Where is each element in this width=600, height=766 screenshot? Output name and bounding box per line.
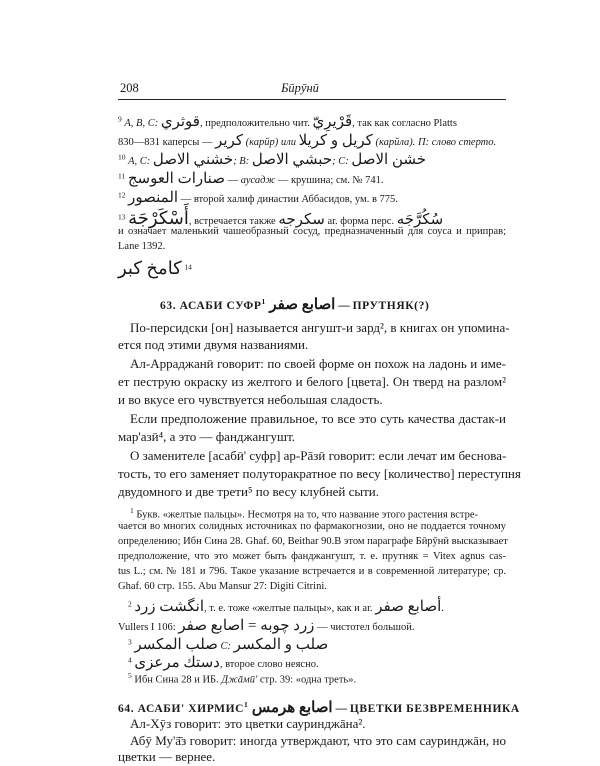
running-title: Бӣрӯнӣ bbox=[281, 81, 319, 95]
footnote-9-number: 9 bbox=[118, 114, 122, 124]
footnote-9-line-1 bbox=[118, 112, 457, 131]
entry-63-fn2-arabic-1: انگشت زرد bbox=[134, 599, 205, 615]
entry-63-fn2-line-1 bbox=[128, 597, 444, 616]
footnote-12-text: — второй халиф династии Аббасидов, ум. в 775. bbox=[180, 194, 398, 205]
entry-63-fn1-text-1: Букв. «желтые пальцы». Несмотря на то, что название этого растения встре- bbox=[136, 509, 479, 521]
footnote-10-arabic-1: خشني الاصل bbox=[152, 152, 234, 168]
entry-63-p4-line-1: О заменителе [асабӣ' суфр] ар-Рāзӣ говорит: если лечат им беснова- bbox=[130, 448, 507, 463]
footnote-10 bbox=[118, 150, 426, 169]
entry-63-fn1-number: 1 bbox=[130, 506, 134, 515]
entry-63-fn3-number: 3 bbox=[128, 637, 132, 647]
entry-63-p3-line-1: Если предположение правильное, то все это суть качества дастак-и bbox=[130, 411, 506, 426]
entry-63-fn2-end: . bbox=[441, 603, 444, 614]
entry-63-fn2-number: 2 bbox=[128, 599, 132, 609]
footnote-10-arabic-2: حبشي الاصل bbox=[251, 152, 333, 168]
footnote-11-term: аусадж bbox=[240, 175, 276, 186]
footnote-13-text-2: ar. форма перс. bbox=[327, 216, 395, 227]
footnote-10-src-2: ; В: bbox=[233, 156, 250, 167]
entry-63-fn5-number: 5 bbox=[128, 671, 132, 680]
entry-63-fn1-line-5: tus L.; см. № 181 и 796. Такое указание встречается и в современной литературе; ср. bbox=[118, 566, 506, 577]
entry-63-fn2-text: , т. е. тоже «желтые пальцы», как и ar. bbox=[204, 603, 373, 614]
entry-64-heading-footnote-ref: 1 bbox=[244, 700, 249, 710]
footnote-11-dash: — bbox=[227, 175, 239, 186]
entry-63-p1-line-1: По-персидски [он] называется ангушт-и зард², в книгах он упомина- bbox=[130, 320, 510, 335]
entry-63-heading bbox=[160, 295, 429, 314]
footnote-10-src-3: ; С: bbox=[332, 156, 349, 167]
footnote-9-line-2 bbox=[118, 131, 496, 150]
footnote-9-arabic-2: قَرْيرِيّ bbox=[312, 114, 353, 130]
entry-63-fn1-line-3: определению; Ибн Сина 28. Ghaf. 60, Beithar 90.В этом параграфе Бӣрӯнӣ высказывает bbox=[118, 536, 508, 547]
entry-64-heading bbox=[118, 698, 520, 717]
entry-63-arabic: اصابع صفر bbox=[269, 297, 336, 313]
footnote-10-src-1: А, С: bbox=[128, 156, 151, 167]
entry-63-fn3-arabic-2: صلب و المكسر bbox=[233, 637, 329, 653]
entry-64-number: 64. bbox=[118, 703, 135, 715]
page-number: 208 bbox=[120, 81, 139, 95]
entry-63-fn4 bbox=[128, 653, 319, 672]
entry-63-fn4-number: 4 bbox=[128, 655, 132, 665]
entry-63-fn2-arabic-2: أصابع صفر bbox=[375, 599, 442, 615]
entry-63-fn2-arabic-3: زرد چوبه = اصابع صفر bbox=[178, 618, 315, 634]
footnote-13-line-2: и означает маленький чашеобразный сосуд, предназначенный для соуса и приправ; bbox=[118, 226, 506, 237]
footnote-10-number: 10 bbox=[118, 152, 126, 162]
entry-63-fn5-title: Джāмӣ' bbox=[221, 674, 258, 686]
entry-63-number: 63. bbox=[160, 300, 177, 312]
entry-63-title: — ПРУТНЯК(?) bbox=[338, 300, 430, 312]
footnote-9-arabic-1: قوثري bbox=[160, 114, 200, 130]
entry-63-fn1-line-1 bbox=[130, 506, 478, 521]
footnote-9-arabic-3: كرير bbox=[215, 133, 243, 149]
footnote-13-line-3: Lane 1392. bbox=[118, 241, 166, 252]
footnote-13-arabic-1: أَسْكَرْجَة bbox=[128, 208, 189, 228]
footnote-11 bbox=[118, 169, 384, 188]
footnote-9-text-4: (карйр) или bbox=[245, 137, 296, 148]
entry-63-fn3 bbox=[128, 635, 328, 654]
entry-63-p4-line-2: тость, то его заменяет полуторакратное по весу [количество] переступня bbox=[118, 466, 521, 481]
entry-63-fn3-arabic-1: صلب المكسر bbox=[134, 637, 218, 653]
entry-63-fn1-line-2: чается во многих солидных источниках по фармакогнозии, оно не поддается точному bbox=[118, 521, 506, 532]
entry-63-translit: АСАБИ СУФР bbox=[179, 300, 262, 312]
entry-63-fn2-gloss: — чистотел большой. bbox=[317, 622, 415, 633]
entry-63-heading-footnote-ref: 1 bbox=[261, 297, 266, 307]
footnote-13-arabic-3: سُكُرَّجَه bbox=[396, 212, 444, 228]
entry-63-fn5 bbox=[128, 671, 356, 686]
entry-63-p1-line-2: ется под этими двумя названиями. bbox=[118, 337, 309, 352]
entry-63-fn4-text: , второе слово неясно. bbox=[219, 659, 319, 670]
entry-64-p1: Ал-Хӯз говорит: это цветки сауринджāна². bbox=[130, 716, 366, 731]
footnote-9-text-1: , предположительно чит. bbox=[199, 118, 310, 129]
footnote-10-arabic-3: خشن الاصل bbox=[351, 152, 427, 168]
entry-64-p2-line-1: Абӯ Му'ā̄з говорит: иногда утверждают, что это сам сауринджāн, но bbox=[130, 733, 506, 748]
footnote-9-sources: А, В, С: bbox=[124, 118, 159, 129]
entry-63-p2-line-1: Ал-Арраджанӣ говорит: по своей форме он похож на ладонь и име- bbox=[130, 356, 506, 371]
footnote-9-text-5: (карйла). П: слово стерто. bbox=[375, 137, 497, 148]
entry-64-arabic: اصابع هرمس bbox=[251, 700, 333, 716]
entry-64-translit: АСАБИ' ХИРМИС bbox=[137, 703, 245, 715]
entry-63-fn5-text-2: стр. 39: «одна треть». bbox=[259, 674, 357, 686]
footnote-11-arabic: صنارات العوسج bbox=[127, 171, 225, 187]
footnote-12-number: 12 bbox=[118, 190, 126, 200]
entry-64-title: — ЦВЕТКИ БЕЗВРЕМЕННИКА bbox=[335, 703, 520, 715]
footnote-9-arabic-4: كريل و كريلا bbox=[298, 133, 373, 149]
footnote-12-arabic: المنصور bbox=[128, 190, 179, 206]
entry-63-fn5-text-1: Ибн Сина 28 и ИБ. bbox=[134, 674, 219, 686]
footnote-11-text: — крушина; см. № 741. bbox=[277, 175, 384, 186]
footnote-14-arabic: كامخ كبر bbox=[118, 258, 182, 278]
footnote-11-number: 11 bbox=[118, 171, 126, 181]
header-rule bbox=[118, 99, 506, 100]
entry-63-fn2-ref: Vullers I 106: bbox=[118, 622, 176, 633]
footnote-9-text-3: 830—831 каперсы — bbox=[118, 137, 213, 148]
footnote-14-number: 14 bbox=[184, 262, 192, 272]
footnote-13-number: 13 bbox=[118, 212, 126, 222]
entry-63-fn4-arabic: دستك مرعزى bbox=[134, 655, 220, 671]
footnote-12 bbox=[118, 188, 398, 207]
entry-63-fn1-line-4: предположение, что это может быть фанджангушт, т. е. прутняк = Vitex agnus cas- bbox=[118, 551, 506, 562]
entry-63-fn1-line-6: Ghaf. 60 стр. 155. Abu Mansur 27: Digiti Citrini. bbox=[118, 581, 327, 592]
entry-63-p2-line-2: ет пеструю окраску из желтого и белого [цвета]. Он тверд на разлом² bbox=[118, 374, 506, 389]
entry-64-p2-line-2: цветки — вернее. bbox=[118, 749, 216, 764]
footnote-9-text-2: , так как согласно Platts bbox=[352, 118, 457, 129]
footnote-14 bbox=[118, 258, 192, 279]
footnote-13-text-1: , встречается также bbox=[188, 216, 276, 227]
entry-63-p2-line-3: и во вкусе его чувствуется небольшая сладость. bbox=[118, 392, 383, 407]
entry-63-p3-line-2: мар'азӣ⁴, а это — фанджангушт. bbox=[118, 429, 296, 444]
entry-63-fn3-src: С: bbox=[220, 641, 232, 652]
entry-63-p4-line-3: двудомного и две трети⁵ по весу клубней сыти. bbox=[118, 484, 380, 499]
footnote-13-arabic-2: سكرجه bbox=[278, 212, 325, 228]
entry-63-fn2-line-2 bbox=[118, 616, 415, 635]
